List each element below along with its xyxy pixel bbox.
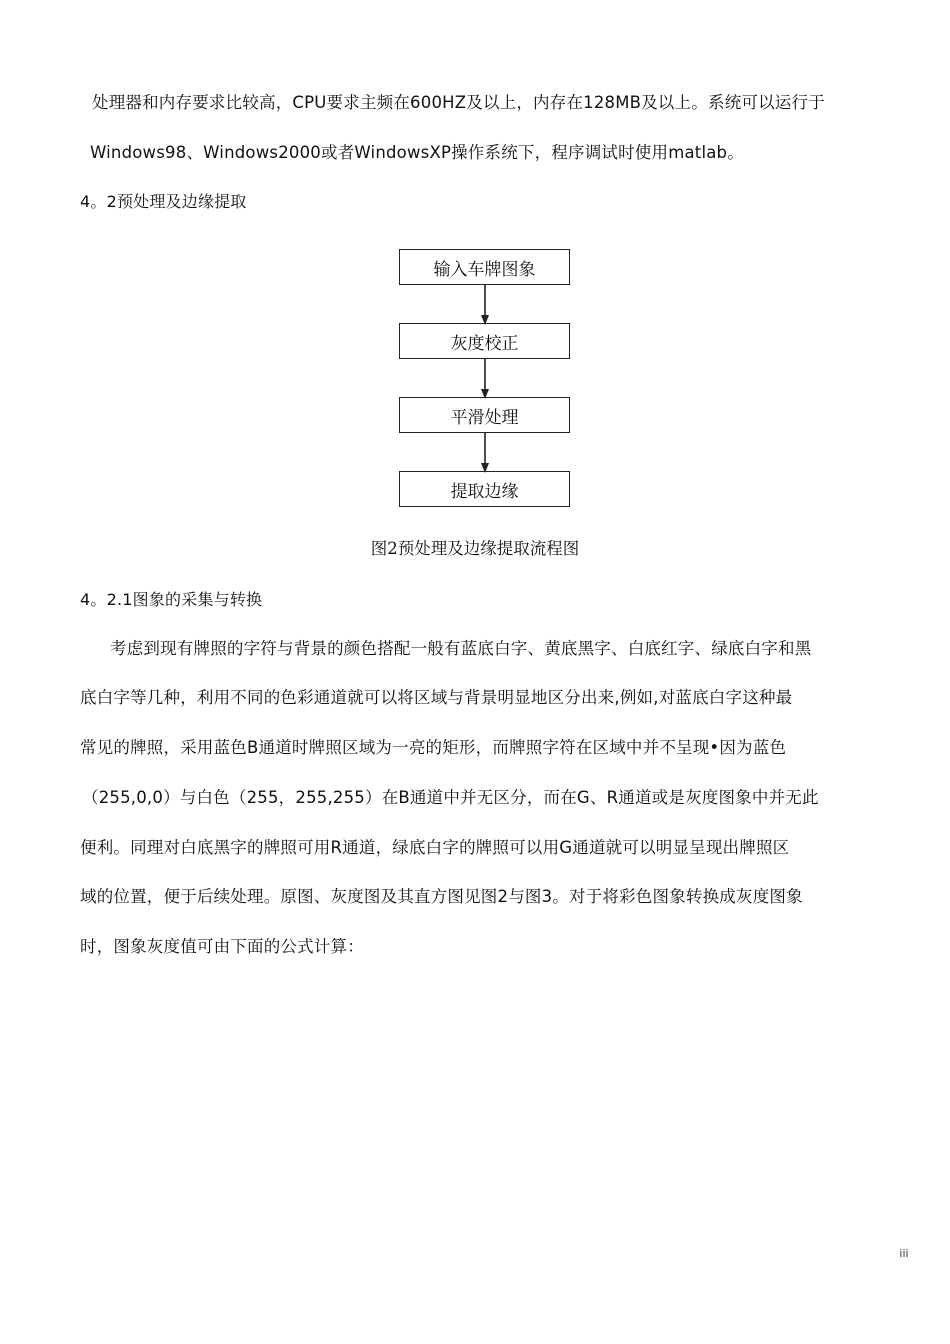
flow-arrow-1 [480,285,490,325]
flow-step-input-image: 输入车牌图象 [399,249,570,285]
flow-step-edge-extraction: 提取边缘 [399,471,570,507]
flow-step-gray-correction: 灰度校正 [399,323,570,359]
page-number-marker: iii [899,1247,909,1260]
figure-caption: 图2预处理及边缘提取流程图 [370,539,580,558]
flow-step-smoothing: 平滑处理 [399,397,570,433]
main-line-3: 常见的牌照，采用蓝色B通道时牌照区域为一亮的矩形，而牌照字符在区域中并不呈现•因为蓝色 [80,738,787,757]
flow-arrow-3 [480,433,490,473]
main-line-1: 考虑到现有牌照的字符与背景的颜色搭配一般有蓝底白字、黄底黑字、白底红字、绿底白字和黑 [110,639,812,658]
main-line-4: （255,0,0）与白色（255，255,255）在B通道中并无区分，而在G、R通道或是灰度图象中并无此 [82,788,819,807]
main-line-7: 时，图象灰度值可由下面的公式计算： [80,937,364,956]
main-line-5: 便利。同理对白底黑字的牌照可用R通道，绿底白字的牌照可以用G通道就可以明显呈现出牌照区 [80,838,790,857]
intro-line-1: 处理器和内存要求比较高，CPU要求主频在600HZ及以上，内存在128MB及以上。系统可以运行于 [92,93,825,112]
main-line-6: 域的位置，便于后续处理。原图、灰度图及其直方图见图2与图3。对于将彩色图象转换成灰度图象 [80,887,803,906]
intro-line-2: Windows98、Windows2000或者WindowsXP操作系统下，程序调试时使用matlab。 [90,143,744,162]
section-4-2-1-heading: 4。2.1图象的采集与转换 [80,590,263,609]
section-4-2-heading: 4。2预处理及边缘提取 [80,192,247,211]
main-line-2: 底白字等几种，利用不同的色彩通道就可以将区域与背景明显地区分出来,例如,对蓝底白字这种最 [80,688,793,707]
flow-arrow-2 [480,359,490,399]
